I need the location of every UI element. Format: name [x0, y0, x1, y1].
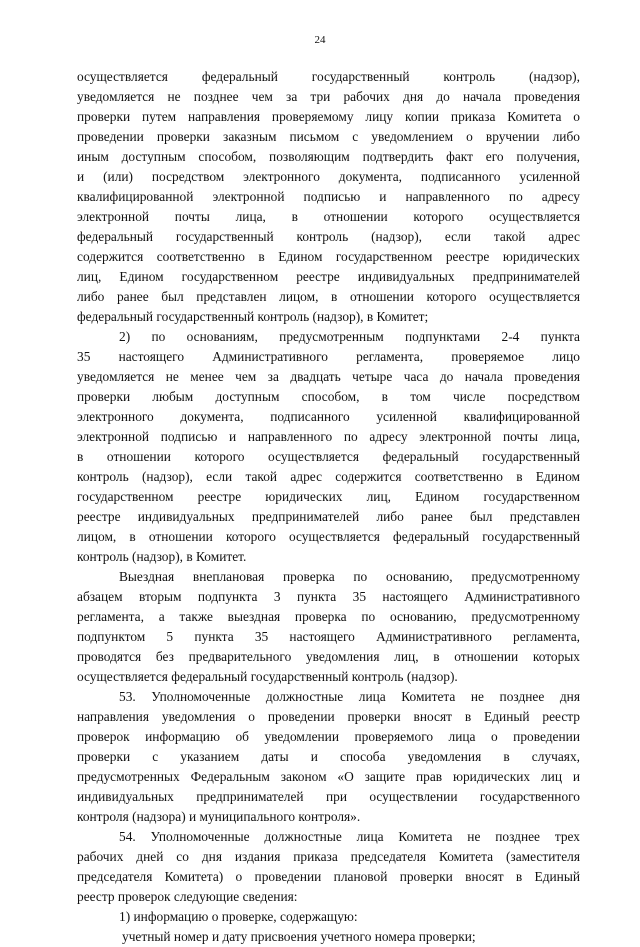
- text-line: индивидуальных предпринимателей при осуществлении государственного: [77, 789, 580, 804]
- page-number: 24: [314, 34, 326, 46]
- text-line: проводятся без предварительного уведомления лиц, в отношении которых: [77, 649, 580, 664]
- text-line: проверки с указанием даты и способа уведомления в случаях,: [77, 749, 580, 764]
- text-line: реестр проверок следующие сведения:: [77, 889, 298, 904]
- text-line: регламента, а также выездная проверка по основанию, предусмотренному: [77, 609, 580, 624]
- text-line: 1) информацию о проверке, содержащую:: [119, 909, 358, 924]
- text-line: 54. Уполномоченные должностные лица Комитета не позднее трех: [119, 829, 580, 844]
- text-line: предусмотренных Федеральным законом «О защите прав юридических лиц и: [77, 769, 580, 784]
- text-line: реестре индивидуальных предпринимателей либо ранее был представлен: [77, 509, 580, 524]
- text-line: 35 настоящего Административного регламента, проверяемое лицо: [77, 349, 580, 364]
- text-line: проверок информацию об уведомлении проверяемого лица о проведении: [77, 729, 580, 744]
- text-line: контроля (надзора) и муниципального контроля».: [77, 809, 361, 824]
- text-line: федеральный государственный контроль (надзор), в Комитет;: [77, 309, 429, 324]
- text-line: Выездная внеплановая проверка по основанию, предусмотренному: [119, 569, 580, 584]
- text-line: председателя Комитета) о проведении плановой проверки вносят в Единый: [77, 869, 580, 884]
- text-line: и (или) посредством электронного документа, подписанного усиленной: [77, 169, 580, 184]
- text-line: электронной почты лица, в отношении которого осуществляется: [77, 209, 580, 224]
- text-line: электронной подписью и направленного по адресу электронной почты лица,: [77, 429, 580, 444]
- text-line: в отношении которого осуществляется федеральный государственный: [77, 449, 580, 464]
- text-line: лицом, в отношении которого осуществляется федеральный государственный: [77, 529, 580, 544]
- text-line: проверки любым доступным способом, в том числе посредством: [77, 389, 580, 404]
- text-line: государственном реестре юридических лиц, Едином государственном: [77, 489, 580, 504]
- text-line: учетный номер и дату присвоения учетного номера проверки;: [122, 929, 476, 944]
- text-line: проверки путем направления проверяемому лицу копии приказа Комитета о: [77, 109, 580, 124]
- text-line: лиц, Едином государственном реестре индивидуальных предпринимателей: [77, 269, 580, 284]
- text-line: осуществляется федеральный государственный контроль (надзор),: [77, 69, 580, 84]
- text-line: контроль (надзор), если такой адрес содержится соответственно в Едином: [77, 469, 580, 484]
- text-line: осуществляется федеральный государственный контроль (надзор).: [77, 669, 458, 684]
- text-line: абзацем вторым подпункта 3 пункта 35 настоящего Административного: [77, 589, 580, 604]
- text-line: федеральный государственный контроль (надзор), если такой адрес: [77, 229, 580, 244]
- text-line: проведении проверки заказным письмом с уведомлением о вручении либо: [77, 129, 580, 144]
- text-line: либо ранее был представлен лицом, в отношении которого осуществляется: [77, 289, 580, 304]
- text-line: квалифицированной электронной подписью и направленного по адресу: [77, 189, 580, 204]
- text-line: уведомляется не позднее чем за три рабочих дня до начала проведения: [77, 89, 580, 104]
- document-body: [77, 67, 580, 947]
- text-line: электронного документа, подписанного усиленной квалифицированной: [77, 409, 580, 424]
- text-line: контроль (надзор), в Комитет.: [77, 549, 247, 564]
- text-line: рабочих дней со дня издания приказа председателя Комитета (заместителя: [77, 849, 580, 864]
- text-line: иным доступным способом, позволяющим подтвердить факт его получения,: [77, 149, 580, 164]
- text-line: 2) по основаниям, предусмотренным подпунктами 2-4 пункта: [119, 329, 580, 344]
- text-line: 53. Уполномоченные должностные лица Комитета не позднее дня: [119, 689, 580, 704]
- text-line: уведомляется не менее чем за двадцать четыре часа до начала проведения: [77, 369, 580, 384]
- text-line: направления уведомления о проведении проверки вносят в Единый реестр: [77, 709, 580, 724]
- text-line: подпунктом 5 пункта 35 настоящего Административного регламента,: [77, 629, 580, 644]
- text-line: содержится соответственно в Едином государственном реестре юридических: [77, 249, 580, 264]
